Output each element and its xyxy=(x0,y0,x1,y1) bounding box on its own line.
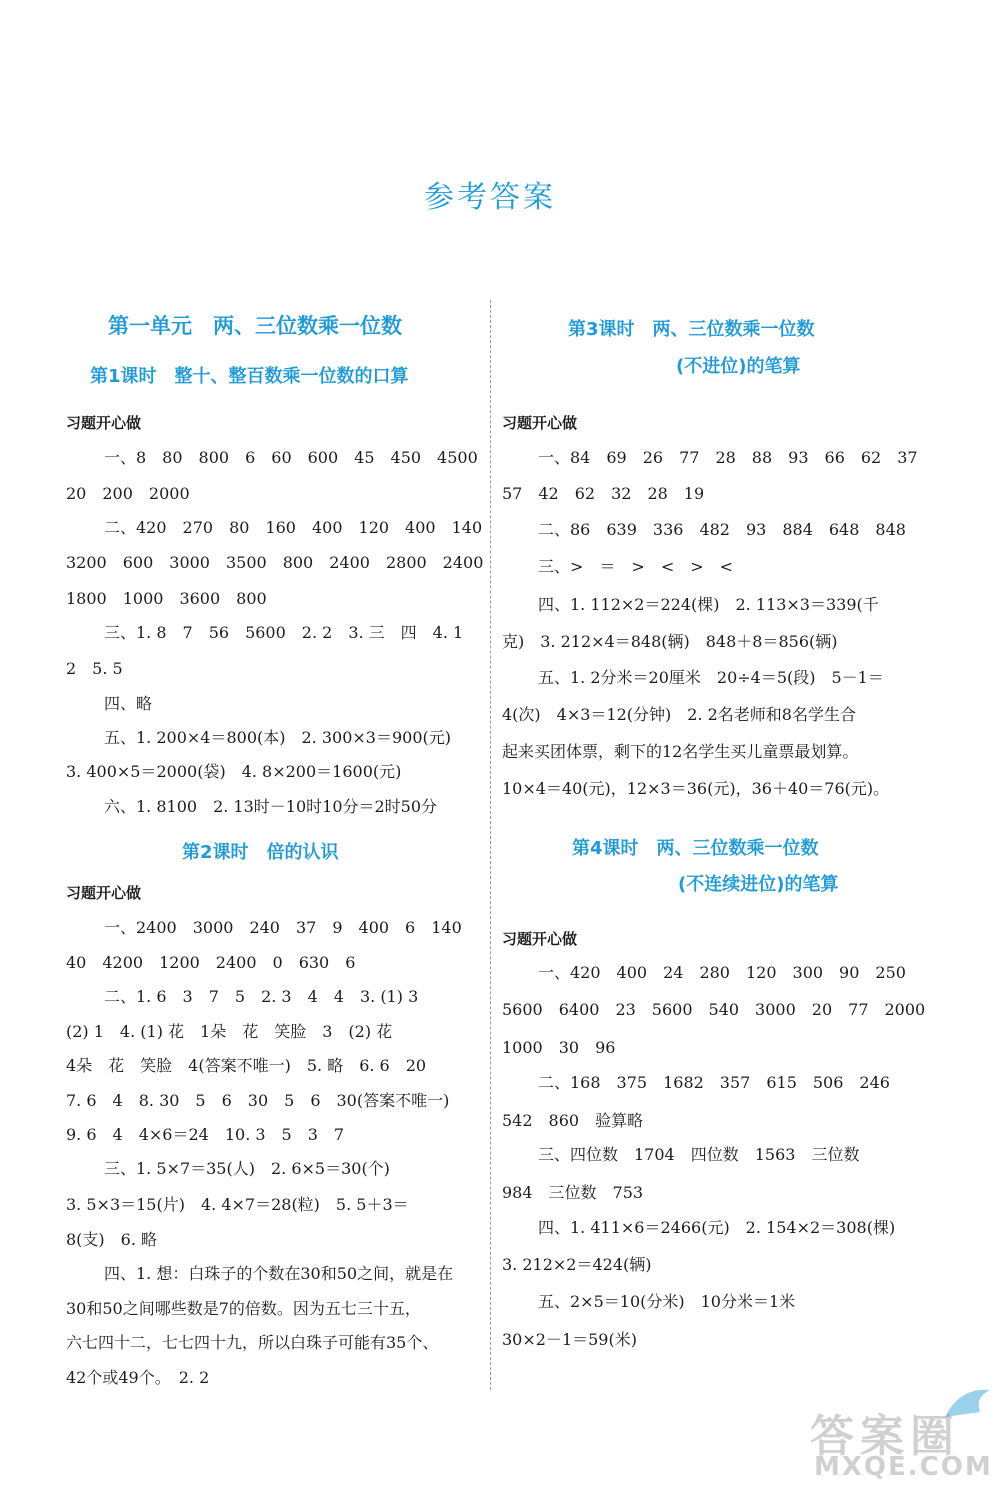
answer-line: 57 42 62 32 28 19 xyxy=(502,484,705,503)
answer-line: 一、420 400 24 280 120 300 90 250 xyxy=(538,963,906,982)
answer-line: 四、1. 112×2＝224(棵) 2. 113×3＝339(千 xyxy=(538,595,879,614)
watermark-logo xyxy=(810,1400,993,1482)
lesson1-title: 第1课时 整十、整百数乘一位数的口算 xyxy=(90,366,409,387)
answer-line: 三、> ＝ > < > < xyxy=(538,557,734,576)
answer-line: 4朵 花 笑脸 4(答案不唯一) 5. 略 6. 6 20 xyxy=(66,1056,427,1075)
answer-line: 二、168 375 1682 357 615 506 246 xyxy=(538,1073,890,1092)
answer-line: 二、86 639 336 482 93 884 648 848 xyxy=(538,520,906,539)
answer-line: 984 三位数 753 xyxy=(502,1183,644,1202)
answer-line: 三、四位数 1704 四位数 1563 三位数 xyxy=(538,1145,860,1164)
answer-line: 三、1. 8 7 56 5600 2. 2 3. 三 四 4. 1 xyxy=(104,623,464,642)
answer-line: 六七四十二，七七四十九，所以白珠子可能有35个、 xyxy=(66,1333,439,1352)
watermark-text: 答案圈 xyxy=(810,1411,960,1462)
answer-line: 3. 212×2＝424(辆) xyxy=(502,1255,652,1274)
answer-line: 五、1. 2分米＝20厘米 20÷4＝5(段) 5－1＝ xyxy=(538,668,884,687)
answer-line: 7. 6 4 8. 30 5 6 30 5 6 30(答案不唯一) xyxy=(66,1091,450,1110)
lesson3-title-cont: (不进位)的笔算 xyxy=(676,356,801,377)
answer-line: 三、1. 5×7＝35(人) 2. 6×5＝30(个) xyxy=(104,1159,390,1178)
answer-line: 五、2×5＝10(分米) 10分米＝1米 xyxy=(538,1292,796,1311)
lesson3-title: 第3课时 两、三位数乘一位数 xyxy=(568,319,815,340)
column-divider xyxy=(490,300,491,1390)
answer-line: 542 860 验算略 xyxy=(502,1111,644,1130)
answer-line: 3200 600 3000 3500 800 2400 2800 2400 xyxy=(66,553,484,572)
watermark-url: MXQE.COM xyxy=(814,1452,993,1482)
answer-line: 9. 6 4 4×6＝24 10. 3 5 3 7 xyxy=(66,1125,345,1144)
lesson4-title-cont: (不连续进位)的笔算 xyxy=(678,874,839,895)
answer-line: 1000 30 96 xyxy=(502,1038,616,1057)
answer-line: 3. 5×3＝15(片) 4. 4×7＝28(粒) 5. 5＋3＝ xyxy=(66,1195,409,1214)
answer-line: 3. 400×5＝2000(袋) 4. 8×200＝1600(元) xyxy=(66,762,402,781)
lesson1-subheading: 习题开心做 xyxy=(66,414,142,432)
answer-line: 8(支) 6. 略 xyxy=(66,1230,158,1249)
answer-line: 四、1. 411×6＝2466(元) 2. 154×2＝308(棵) xyxy=(538,1218,896,1237)
answer-line: 一、8 80 800 6 60 600 45 450 4500 xyxy=(104,448,478,467)
answer-line: 40 4200 1200 2400 0 630 6 xyxy=(66,953,356,972)
answer-line: 30和50之间哪些数是7的倍数。因为五七三十五， xyxy=(66,1299,421,1318)
answer-line: 42个或49个。 2. 2 xyxy=(66,1368,210,1387)
answer-line: 二、420 270 80 160 400 120 400 140 xyxy=(104,518,483,537)
answer-line: 五、1. 200×4＝800(本) 2. 300×3＝900(元) xyxy=(104,728,452,747)
answer-line: 一、84 69 26 77 28 88 93 66 62 37 xyxy=(538,448,918,467)
answer-line: 四、略 xyxy=(104,694,153,713)
answer-line: 20 200 2000 xyxy=(66,484,190,503)
answer-line: 2 5. 5 xyxy=(66,659,123,678)
answer-line: 1800 1000 3600 800 xyxy=(66,589,267,608)
answer-line: 5600 6400 23 5600 540 3000 20 77 2000 xyxy=(502,1000,926,1019)
answer-line: 六、1. 8100 2. 13时－10时10分＝2时50分 xyxy=(104,797,438,816)
answer-line: 一、2400 3000 240 37 9 400 6 140 xyxy=(104,918,462,937)
lesson2-subheading: 习题开心做 xyxy=(66,884,142,902)
answer-line: 4(次) 4×3＝12(分钟) 2. 2名老师和8名学生合 xyxy=(502,705,856,724)
answer-line: (2) 1 4. (1) 花 1朵 花 笑脸 3 (2) 花 xyxy=(66,1022,393,1041)
answer-line: 起来买团体票，剩下的12名学生买儿童票最划算。 xyxy=(502,742,859,761)
answer-line: 克) 3. 212×4＝848(辆) 848＋8＝856(辆) xyxy=(502,632,838,651)
lesson3-subheading: 习题开心做 xyxy=(502,414,578,432)
lesson4-title: 第4课时 两、三位数乘一位数 xyxy=(572,838,819,859)
page-title: 参考答案 xyxy=(424,180,556,215)
lesson4-subheading: 习题开心做 xyxy=(502,930,578,948)
answer-line: 10×4＝40(元)，12×3＝36(元)，36＋40＝76(元)。 xyxy=(502,779,890,798)
answer-line: 30×2－1＝59(米) xyxy=(502,1330,637,1349)
lesson2-title: 第2课时 倍的认识 xyxy=(182,842,339,863)
unit-title: 第一单元 两、三位数乘一位数 xyxy=(108,314,402,338)
answer-line: 四、1. 想：白珠子的个数在30和50之间，就是在 xyxy=(104,1264,454,1283)
answer-line: 二、1. 6 3 7 5 2. 3 4 4 3. (1) 3 xyxy=(104,987,419,1006)
